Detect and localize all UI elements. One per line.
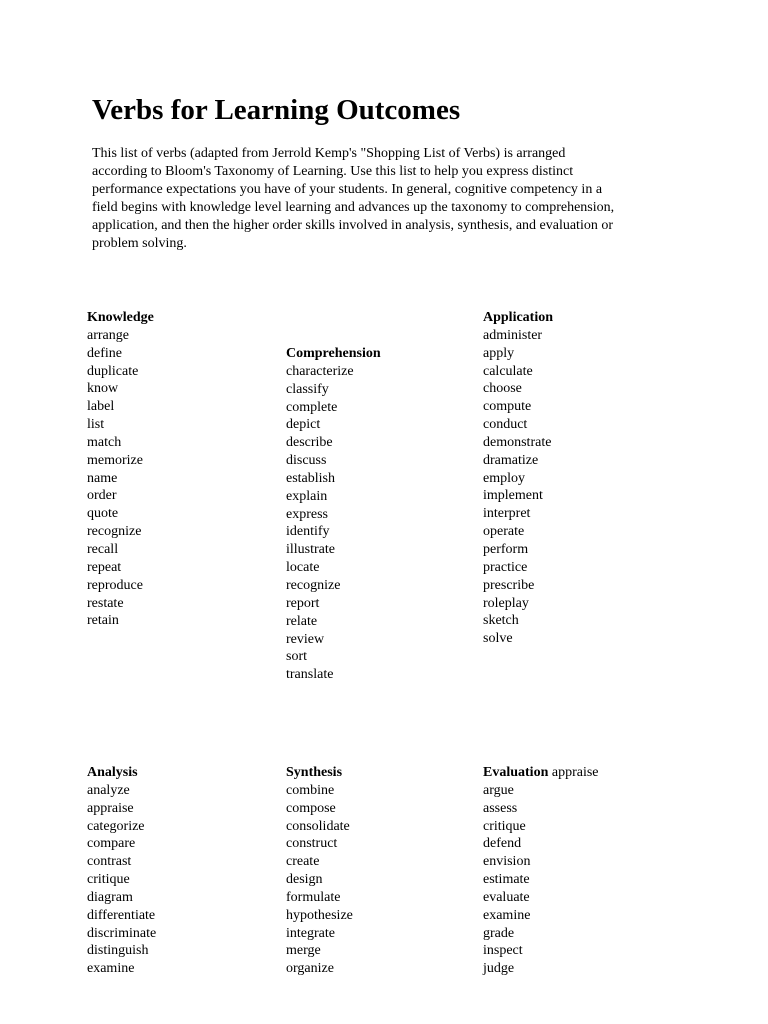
synthesis-verb: combine — [286, 782, 335, 798]
application-verb-list — [483, 327, 668, 648]
synthesis-verb: merge — [286, 943, 321, 959]
comprehension-verb: relate — [286, 613, 318, 629]
knowledge-verb: memorize — [87, 452, 143, 468]
intro-line: according to Bloom's Taxonomy of Learning. Use this list to help you express distinct — [92, 164, 574, 179]
evaluation-verb-list — [483, 782, 668, 978]
comprehension-verb: sort — [286, 649, 307, 665]
application-verb: employ — [483, 470, 525, 486]
evaluation-verb: judge — [483, 961, 515, 977]
application-verb: practice — [483, 559, 528, 575]
application-verb: operate — [483, 524, 525, 540]
synthesis-heading: Synthesis — [286, 765, 343, 780]
knowledge-verb: define — [87, 345, 122, 361]
application-verb: implement — [483, 488, 543, 504]
comprehension-verb: illustrate — [286, 542, 335, 558]
comprehension-verb: discuss — [286, 453, 327, 469]
synthesis-verb: construct — [286, 836, 338, 852]
comprehension-verb: express — [286, 506, 328, 522]
evaluation-verb: inspect — [483, 943, 523, 959]
comprehension-verb: review — [286, 631, 325, 647]
knowledge-verb: order — [87, 488, 117, 504]
comprehension-verb: explain — [286, 488, 328, 504]
application-heading: Application — [483, 310, 554, 325]
application-verb: calculate — [483, 363, 533, 379]
evaluation-heading — [483, 764, 668, 782]
intro-line: This list of verbs (adapted from Jerrold Kemp's "Shopping List of Verbs) is arranged — [92, 146, 566, 161]
evaluation-verb: argue — [483, 782, 514, 798]
evaluation-column — [483, 764, 668, 978]
analysis-verb: appraise — [87, 800, 134, 816]
application-verb: demonstrate — [483, 434, 552, 450]
application-verb: perform — [483, 541, 529, 557]
analysis-verb-list — [87, 782, 272, 978]
knowledge-verb: recognize — [87, 524, 142, 540]
application-verb: interpret — [483, 506, 531, 522]
application-column — [483, 309, 668, 648]
synthesis-verb: formulate — [286, 889, 341, 905]
comprehension-verb: translate — [286, 667, 334, 683]
evaluation-verb: examine — [483, 907, 531, 923]
comprehension-verb: establish — [286, 470, 335, 486]
evaluation-verb: envision — [483, 854, 531, 870]
evaluation-verb: defend — [483, 836, 522, 852]
comprehension-verb-list — [286, 363, 471, 684]
intro-line: field begins with knowledge level learning and advances up the taxonomy to comprehension, — [92, 200, 615, 215]
knowledge-verb: arrange — [87, 327, 129, 343]
knowledge-verb: recall — [87, 541, 119, 557]
comprehension-verb: depict — [286, 417, 321, 433]
knowledge-heading: Knowledge — [87, 310, 154, 325]
application-verb: choose — [483, 381, 522, 397]
analysis-verb: compare — [87, 836, 136, 852]
intro-line: performance expectations you have of your students. In general, cognitive competency in a — [92, 182, 603, 197]
application-verb: apply — [483, 345, 515, 361]
comprehension-verb: recognize — [286, 577, 341, 593]
evaluation-verb: assess — [483, 800, 518, 816]
synthesis-verb: design — [286, 872, 323, 888]
analysis-verb: critique — [87, 872, 130, 888]
knowledge-verb: quote — [87, 506, 119, 522]
evaluation-verb: critique — [483, 818, 526, 834]
page-title: Verbs for Learning Outcomes — [92, 94, 461, 126]
evaluation-verb: grade — [483, 925, 515, 941]
application-verb: roleplay — [483, 595, 529, 611]
analysis-column — [87, 764, 272, 978]
analysis-verb: differentiate — [87, 907, 156, 923]
application-verb: compute — [483, 399, 532, 415]
evaluation-verb: evaluate — [483, 889, 530, 905]
synthesis-verb: consolidate — [286, 818, 350, 834]
comprehension-verb: classify — [286, 381, 329, 397]
analysis-verb: examine — [87, 961, 135, 977]
knowledge-verb: list — [87, 417, 105, 433]
application-verb: prescribe — [483, 577, 535, 593]
synthesis-column — [286, 764, 471, 978]
intro-line: application, and then the higher order skills involved in analysis, synthesis, and evaluation or — [92, 218, 614, 233]
evaluation-heading-verb: appraise — [551, 765, 599, 780]
application-verb: solve — [483, 631, 513, 647]
comprehension-verb: complete — [286, 399, 338, 415]
knowledge-column — [87, 309, 272, 630]
knowledge-verb: match — [87, 434, 122, 450]
knowledge-verb: label — [87, 399, 115, 415]
synthesis-verb: create — [286, 854, 320, 870]
synthesis-verb: compose — [286, 800, 336, 816]
analysis-verb: contrast — [87, 854, 132, 870]
synthesis-verb: integrate — [286, 925, 335, 941]
knowledge-verb: reproduce — [87, 577, 143, 593]
knowledge-verb-list — [87, 327, 272, 630]
synthesis-verb: hypothesize — [286, 907, 353, 923]
knowledge-verb: retain — [87, 613, 119, 629]
analysis-verb: categorize — [87, 818, 145, 834]
comprehension-heading: Comprehension — [286, 346, 381, 361]
analysis-verb: distinguish — [87, 943, 149, 959]
knowledge-verb: name — [87, 470, 118, 486]
knowledge-verb: restate — [87, 595, 124, 611]
knowledge-verb: duplicate — [87, 363, 139, 379]
application-verb: sketch — [483, 613, 519, 629]
comprehension-verb: locate — [286, 560, 320, 576]
comprehension-verb: identify — [286, 524, 330, 540]
comprehension-verb: characterize — [286, 363, 354, 379]
knowledge-verb: repeat — [87, 559, 122, 575]
application-verb: dramatize — [483, 452, 539, 468]
evaluation-verb: estimate — [483, 872, 530, 888]
analysis-verb: diagram — [87, 889, 133, 905]
synthesis-verb: organize — [286, 961, 334, 977]
comprehension-verb: report — [286, 595, 320, 611]
application-verb: administer — [483, 327, 543, 343]
comprehension-verb: describe — [286, 435, 333, 451]
intro-paragraph — [92, 145, 692, 253]
application-verb: conduct — [483, 417, 528, 433]
intro-line: problem solving. — [92, 236, 187, 251]
comprehension-column — [286, 345, 471, 684]
evaluation-heading-label: Evaluation — [483, 765, 549, 780]
analysis-verb: analyze — [87, 782, 130, 798]
knowledge-verb: know — [87, 381, 119, 397]
analysis-verb: discriminate — [87, 925, 157, 941]
analysis-heading: Analysis — [87, 765, 138, 780]
synthesis-verb-list — [286, 782, 471, 978]
